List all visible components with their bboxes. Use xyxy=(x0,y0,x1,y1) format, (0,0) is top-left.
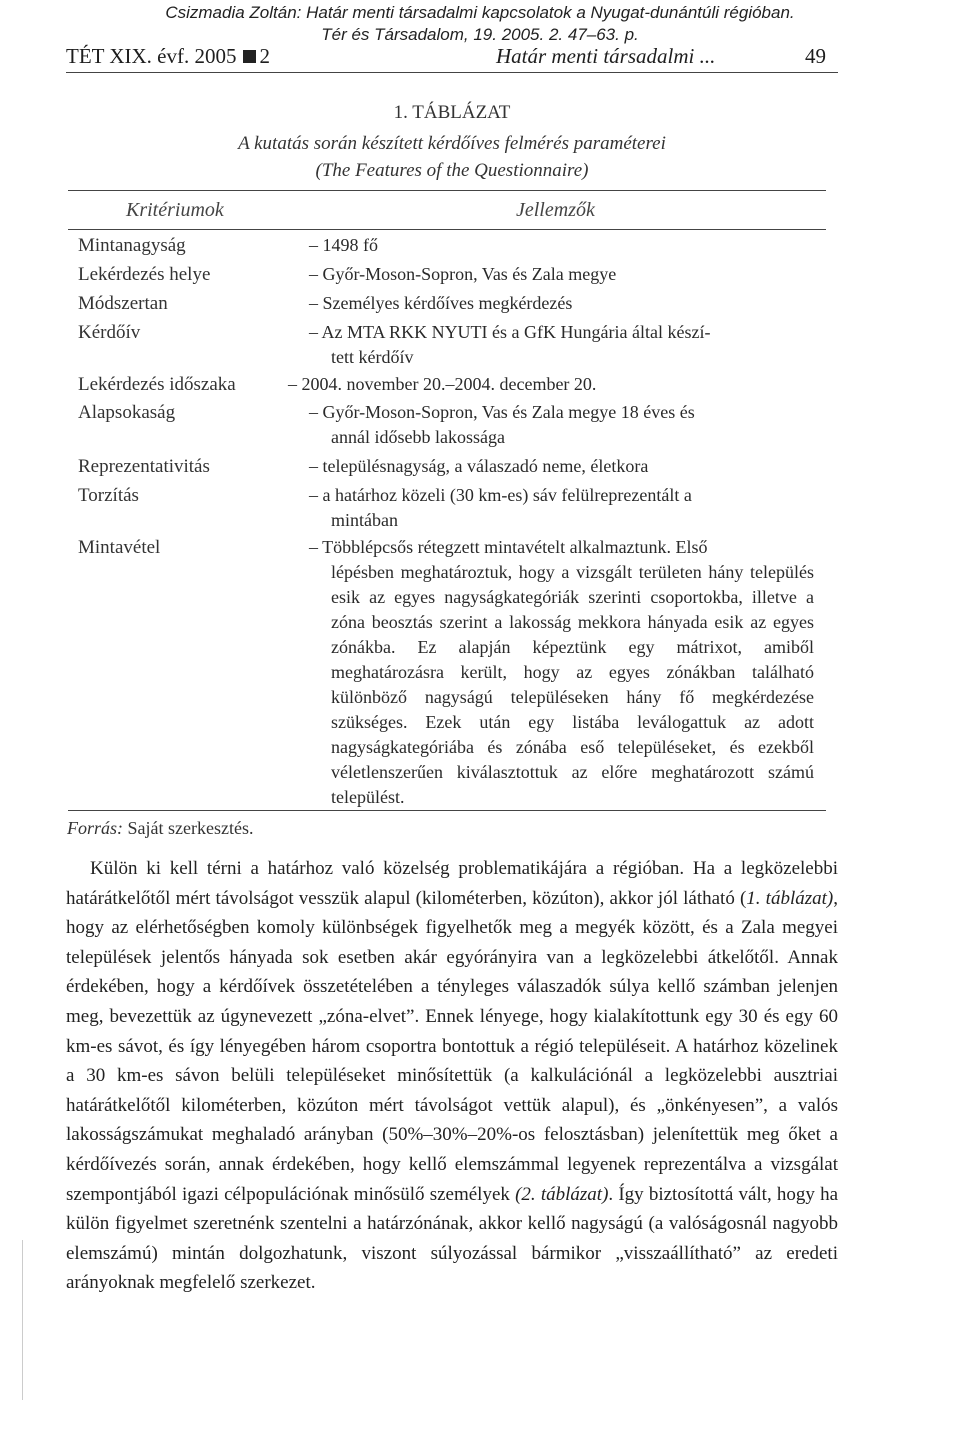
running-title: Határ menti társadalmi ... xyxy=(496,44,716,68)
body-paragraph: Külön ki kell térni a határhoz való közelség problematikájára a régióban. Ha a legközelebbi határátkelőtől mért távolságot vesszük alapul (kilométerben, közúton), akkor jól látható (1. táblázat), hogy az elérhetőségben komoly különbségek figyelhetők meg a megyék között, és a Zala megyei települések jelentős hányada sok esetben akár egyórányira van a legközelebbi átkelőtől. Annak érdekében, hogy a kérdőívek összetételében a tényleges válaszadók súlya kellő számban jelenjen meg, bevezettük az úgynevezett „zóna-elvet”. Ennek lényege, hogy kialakítottunk egy 30 és egy 60 km-es sávot, és így lényegében három csoportra bontottuk a régió településeit. A határhoz közelinek a 30 km-es sávon belüli településeket minősítettük (a kalkulációnál a legközelebbi ausztriai határátkelőtől kilométerben, közúton mért távolságot vettük alapul), és „önkényesen”, a valós lakosságszámukat meghaladó arányban (50%–30%–20%-os felosztásban) jelenítettük meg őket a kérdőívezés során, annak érdekében, hogy kellő elemszámmal legyenek reprezentálva a vizsgálat szempontjából igazi célpopulációnak minősülő személyek (2. táblázat). Így biztosítottá vált, hogy ha külön figyelmet szeretnénk szentelni a határzónának, akkor kellő nagyságú (a valóságosnál nagyobb elemszámú) mintán dolgozhatunk, viszont súlyozással bármikor „visszaállítható” az eredeti arányoknak megfelelő szerkezet. xyxy=(66,858,839,1294)
square-bullet-icon xyxy=(243,50,256,63)
table-source: Forrás: Saját szerkesztés. xyxy=(67,818,254,838)
row-label: Kérdőív xyxy=(78,322,141,343)
row-label: Mintavétel xyxy=(78,537,161,558)
citation-line-1: Csizmadia Zoltán: Határ menti társadalmi kapcsolatok a Nyugat-dunántúli régióban. xyxy=(165,3,795,22)
row-label: Reprezentativitás xyxy=(78,456,210,477)
row-value: – Többlépcsős rétegzett mintavételt alkalmaztunk. Első lépésben meghatároztuk, hogy a vizsgált területen hány település esik az egyes nagyságkategóriák szerinti csoportokba, illetve a zóna beosztás szerint a lakosság mekkora hányada esik az egyes zónákba. Ez alapján képeztünk egy mátrixot, amiből meghatározásra került, hogy az egyes zónákban található különböző nagyságú településeken hány fő megkérdezése szükséges. Ezek után egy listába leválogattuk az adott nagyságkategóriába és zónába eső településeket, és ezekből véletlenszerűen kiválasztottuk az előre meghatározott számú települést. xyxy=(309,537,814,807)
table-top-rule xyxy=(68,190,826,191)
table-reference: 1. táblázat) xyxy=(746,887,834,909)
row-label: Torzítás xyxy=(78,485,139,506)
row-label: Mintanagyság xyxy=(78,235,186,256)
journal-info: TÉT XIX. évf. 2005 2 xyxy=(66,44,270,68)
row-value: – a határhoz közeli (30 km-es) sáv felülreprezentált a mintában xyxy=(309,485,692,530)
row-label: Módszertan xyxy=(78,293,168,314)
table-title: A kutatás során készített kérdőíves felmérés paraméterei xyxy=(238,133,666,154)
table-reference: (2. táblázat) xyxy=(515,1183,609,1205)
row-value: – Győr-Moson-Sopron, Vas és Zala megye 18 éves és annál idősebb lakossága xyxy=(309,402,695,447)
row-value: – 1498 fő xyxy=(309,235,378,255)
row-label: Alapsokaság xyxy=(78,402,176,423)
citation-line-2: Tér és Társadalom, 19. 2005. 2. 47–63. p. xyxy=(321,25,639,44)
row-label: Lekérdezés időszaka xyxy=(78,374,236,395)
table-bottom-rule xyxy=(68,810,826,811)
row-value: – Az MTA RKK NYUTI és a GfK Hungária által készí- tett kérdőív xyxy=(309,322,711,367)
header-characteristics: Jellemzők xyxy=(516,199,595,221)
row-label: Lekérdezés helye xyxy=(78,264,211,285)
row-value: – Személyes kérdőíves megkérdezés xyxy=(309,293,573,313)
table-number: 1. TÁBLÁZAT xyxy=(393,102,511,123)
running-header xyxy=(66,44,838,73)
row-value: – 2004. november 20.–2004. december 20. xyxy=(288,374,597,394)
margin-line xyxy=(22,1240,23,1400)
table-subtitle: (The Features of the Questionnaire) xyxy=(315,160,589,181)
header-criteria: Kritériumok xyxy=(126,199,224,221)
page-number: 49 xyxy=(805,44,826,68)
table-header-rule xyxy=(68,229,826,230)
row-value: – Győr-Moson-Sopron, Vas és Zala megye xyxy=(309,264,617,284)
row-value: – településnagyság, a válaszadó neme, életkora xyxy=(309,456,649,476)
